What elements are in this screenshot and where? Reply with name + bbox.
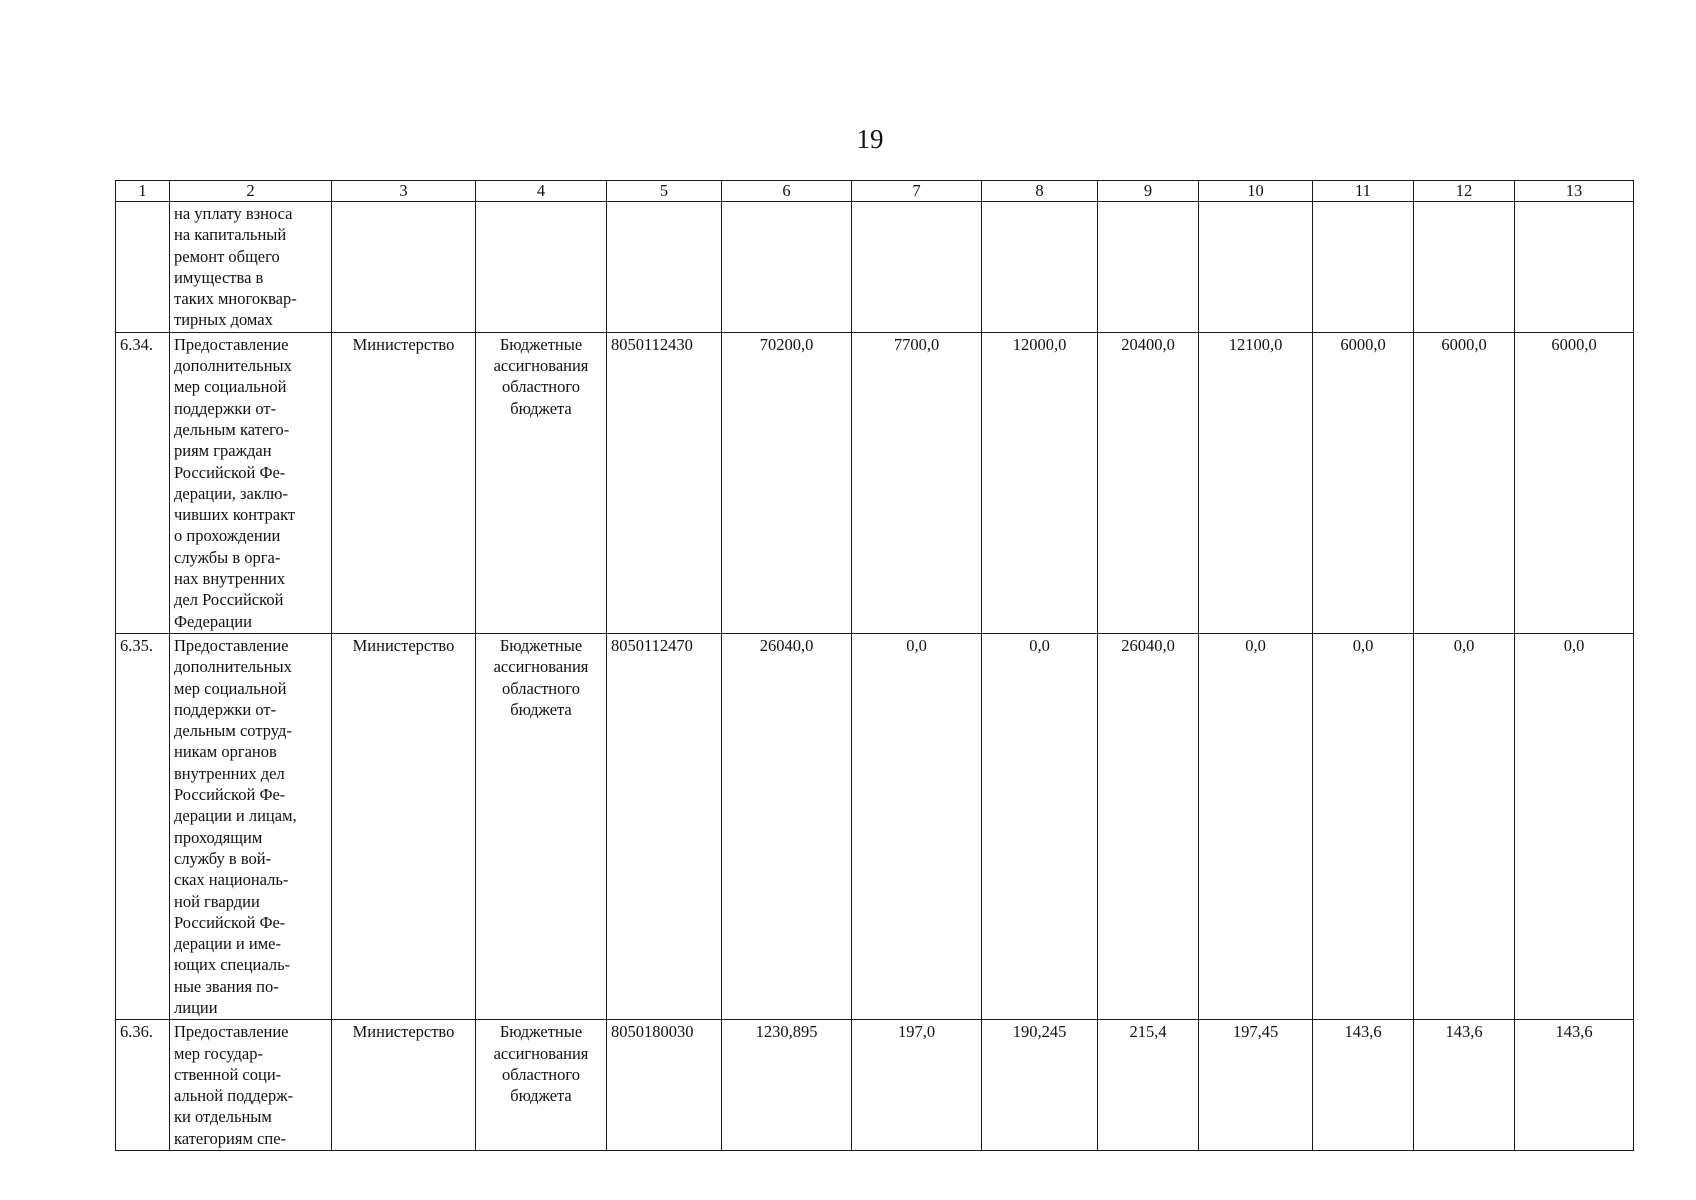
description-line: ки отдельным	[174, 1107, 272, 1127]
empty-cell	[476, 202, 607, 333]
item-number: 6.36.	[116, 1020, 170, 1151]
continuation-description	[170, 202, 332, 333]
amount-cell: 190,245	[982, 1020, 1098, 1151]
description-line: Российской Фе-	[174, 785, 286, 805]
funding-source-cell	[476, 332, 607, 633]
amount-cell: 12100,0	[1199, 332, 1313, 633]
table-row	[116, 1020, 1634, 1151]
description-line: Федерации	[174, 611, 252, 631]
description-line: поддержки от-	[174, 398, 277, 418]
description-line: таких многоквар-	[174, 289, 297, 309]
empty-cell	[1199, 202, 1313, 333]
column-number-8: 8	[982, 181, 1098, 202]
description-line: дел Российской	[174, 590, 284, 610]
column-number-13: 13	[1515, 181, 1634, 202]
description-line: дельным катего-	[174, 419, 290, 439]
description-line: мер государ-	[174, 1043, 263, 1063]
description-line: дерации, заклю-	[174, 483, 288, 503]
continuation-row	[116, 202, 1634, 333]
description-line: службу в вой-	[174, 848, 272, 868]
empty-cell	[1098, 202, 1199, 333]
table-row	[116, 633, 1634, 1019]
empty-cell	[852, 202, 982, 333]
funding-source-line: областного	[501, 1064, 580, 1084]
description-line: чивших контракт	[174, 505, 296, 525]
budget-code-cell: 8050180030	[607, 1020, 722, 1151]
description-line: лиции	[174, 997, 218, 1017]
description-line: тирных домах	[174, 310, 273, 330]
description-line: дополнительных	[174, 356, 292, 376]
funding-source-line: ассигнования	[493, 1043, 589, 1063]
description-line: ющих специаль-	[174, 955, 291, 975]
amount-cell: 7700,0	[852, 332, 982, 633]
header-row	[116, 181, 1634, 202]
funding-source-line: ассигнования	[493, 356, 589, 376]
column-number-7: 7	[852, 181, 982, 202]
item-number: 6.35.	[116, 633, 170, 1019]
description-line: риям граждан	[174, 441, 272, 461]
description-line: Российской Фе-	[174, 462, 286, 482]
budget-code-cell: 8050112470	[607, 633, 722, 1019]
description-line: дельным сотруд-	[174, 721, 292, 741]
empty-cell	[116, 202, 170, 333]
funding-source-cell	[476, 633, 607, 1019]
description-line: службы в орга-	[174, 547, 281, 567]
empty-cell	[332, 202, 476, 333]
column-number-5: 5	[607, 181, 722, 202]
description-line: на уплату взноса	[174, 204, 293, 223]
description-line: Предоставление	[174, 1022, 289, 1042]
funding-source-line: бюджета	[510, 398, 572, 418]
amount-cell: 6000,0	[1515, 332, 1634, 633]
amount-cell: 26040,0	[1098, 633, 1199, 1019]
executor-cell: Министерство	[332, 332, 476, 633]
amount-cell: 0,0	[982, 633, 1098, 1019]
amount-cell: 20400,0	[1098, 332, 1199, 633]
description-line: имущества в	[174, 267, 264, 287]
description-line: ственной соци-	[174, 1064, 282, 1084]
executor-cell: Министерство	[332, 633, 476, 1019]
description-line: Российской Фе-	[174, 912, 286, 932]
amount-cell: 6000,0	[1313, 332, 1414, 633]
table-body	[116, 181, 1634, 1151]
empty-cell	[1515, 202, 1634, 333]
empty-cell	[1414, 202, 1515, 333]
description-line: поддержки от-	[174, 699, 277, 719]
item-number: 6.34.	[116, 332, 170, 633]
column-number-1: 1	[116, 181, 170, 202]
page-number: 19	[856, 124, 884, 154]
description-line: альной поддерж-	[174, 1086, 294, 1106]
description-line: о прохождении	[174, 526, 281, 546]
amount-cell: 0,0	[1515, 633, 1634, 1019]
column-number-4: 4	[476, 181, 607, 202]
amount-cell: 26040,0	[722, 633, 852, 1019]
amount-cell: 70200,0	[722, 332, 852, 633]
description-line: нах внутренних	[174, 569, 286, 589]
empty-cell	[607, 202, 722, 333]
budget-code-cell: 8050112430	[607, 332, 722, 633]
column-number-10: 10	[1199, 181, 1313, 202]
description-line: мер социальной	[174, 678, 287, 698]
amount-cell: 143,6	[1515, 1020, 1634, 1151]
amount-cell: 197,45	[1199, 1020, 1313, 1151]
column-number-6: 6	[722, 181, 852, 202]
funding-source-line: Бюджетные	[499, 334, 583, 354]
description-line: на капитальный	[174, 225, 287, 245]
description-line: ные звания по-	[174, 976, 279, 996]
description-line: дерации и лицам,	[174, 806, 297, 826]
column-number-3: 3	[332, 181, 476, 202]
amount-cell: 143,6	[1313, 1020, 1414, 1151]
description-line: сках националь-	[174, 870, 289, 890]
description-line: дополнительных	[174, 657, 292, 677]
amount-cell: 12000,0	[982, 332, 1098, 633]
item-description	[170, 633, 332, 1019]
table-row	[116, 332, 1634, 633]
description-line: категориям спе-	[174, 1128, 287, 1148]
amount-cell: 215,4	[1098, 1020, 1199, 1151]
description-line: Предоставление	[174, 334, 289, 354]
funding-source-cell	[476, 1020, 607, 1151]
amount-cell: 0,0	[1199, 633, 1313, 1019]
funding-source-line: бюджета	[510, 699, 572, 719]
item-description	[170, 332, 332, 633]
description-line: мер социальной	[174, 377, 287, 397]
description-line: Предоставление	[174, 635, 289, 655]
empty-cell	[722, 202, 852, 333]
column-number-12: 12	[1414, 181, 1515, 202]
column-number-9: 9	[1098, 181, 1199, 202]
amount-cell: 197,0	[852, 1020, 982, 1151]
description-line: ремонт общего	[174, 246, 280, 266]
funding-source-line: областного	[501, 678, 580, 698]
item-description	[170, 1020, 332, 1151]
description-line: никам органов	[174, 742, 277, 762]
description-line: внутренних дел	[174, 763, 285, 783]
funding-source-line: областного	[501, 377, 580, 397]
column-number-11: 11	[1313, 181, 1414, 202]
amount-cell: 0,0	[1414, 633, 1515, 1019]
budget-table	[115, 180, 1634, 1151]
amount-cell: 1230,895	[722, 1020, 852, 1151]
funding-source-line: ассигнования	[493, 657, 589, 677]
description-line: ной гвардии	[174, 891, 260, 911]
description-line: дерации и име-	[174, 934, 281, 954]
funding-source-line: Бюджетные	[499, 1022, 583, 1042]
executor-cell: Министерство	[332, 1020, 476, 1151]
funding-source-line: бюджета	[510, 1086, 572, 1106]
column-number-2: 2	[170, 181, 332, 202]
empty-cell	[1313, 202, 1414, 333]
amount-cell: 143,6	[1414, 1020, 1515, 1151]
funding-source-line: Бюджетные	[499, 635, 583, 655]
amount-cell: 0,0	[1313, 633, 1414, 1019]
empty-cell	[982, 202, 1098, 333]
description-line: проходящим	[174, 827, 263, 847]
amount-cell: 6000,0	[1414, 332, 1515, 633]
amount-cell: 0,0	[852, 633, 982, 1019]
